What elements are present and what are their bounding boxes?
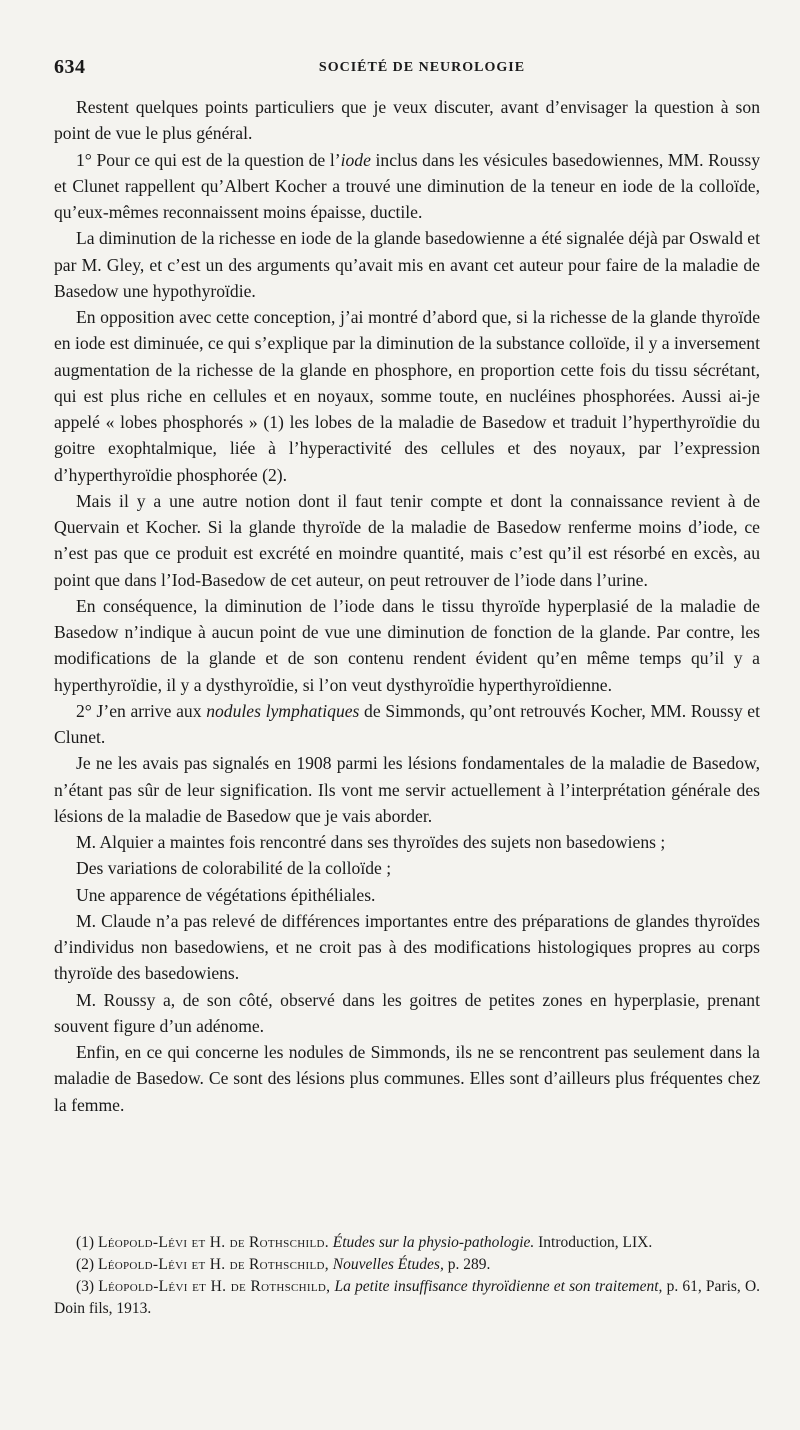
paragraph: 1° Pour ce qui est de la question de l’iode inclus dans les vésicules basedowiennes, MM. Roussy et Clunet rappellent qu’Albert Kocher a trouvé une diminution de la teneur en iode de la colloïde, qu’eux-mêmes reconnaissent moins épaisse, ductile.: [54, 149, 760, 222]
paragraph: Restent quelques points particuliers que je veux discuter, avant d’envisager la question à son point de vue le plus général.: [54, 97, 760, 144]
footnotes: [54, 1232, 760, 1320]
footnote-authors: Léopold-Lévi et H. de Rothschild,: [98, 1278, 331, 1295]
footnote: [54, 1232, 760, 1254]
footnote-authors: Léopold-Lévi et H. de Rothschild.: [97, 1234, 329, 1251]
footnote-rest: p. 61, Paris, O. Doin fils, 1913.: [54, 1278, 761, 1317]
paragraph: M. Alquier a maintes fois rencontré dans ses thyroïdes des sujets non basedowiens ;: [76, 832, 666, 852]
footnote-number: (3): [76, 1278, 95, 1295]
paragraph: Une apparence de végétations épithéliales.: [76, 884, 376, 905]
italic-term: nodules lymphatiques: [206, 700, 360, 721]
footnote: [54, 1276, 760, 1320]
footnote-title: Nouvelles Études,: [332, 1256, 444, 1273]
footnote-rest: Introduction, LIX.: [534, 1234, 653, 1251]
paragraph: Mais il y a une autre notion dont il faut tenir compte et dont la connaissance revient à de Quervain et Kocher. Si la glande thyroïde de la maladie de Basedow renferme moins d’iode, ce n’est pas que ce produit est excrété en moindre quantité, mais c’est qu’il est résorbé en excès, au point que dans l’Iod-Basedow de cet auteur, on peut retrouver de l’iode dans l’urine.: [54, 490, 760, 590]
footnote: [54, 1254, 760, 1276]
paragraph: Je ne les avais pas signalés en 1908 parmi les lésions fondamentales de la maladie de Basedow, n’étant pas sûr de leur signification. Ils vont me servir actuellement à l’interprétation générale des lésions de la maladie de Basedow que je vais aborder.: [54, 753, 760, 826]
paragraph: M. Roussy a, de son côté, observé dans les goitres de petites zones en hyperplasie, prenant souvent figure d’un adénome.: [54, 989, 760, 1036]
footnote-title: La petite insuffisance thyroïdienne et son traitement,: [334, 1278, 663, 1295]
footnote-title: Études sur la physio-pathologie.: [332, 1234, 535, 1251]
footnote-number: (2): [76, 1256, 95, 1273]
page-number: 634: [54, 56, 86, 78]
paragraph: En conséquence, la diminution de l’iode dans le tissu thyroïde hyperplasié de la maladie de Basedow n’indique à aucun point de vue une diminution de fonction de la glande. Par contre, les modifications de la glande et de son contenu rendent évident qu’en même temps qu’il y a hyperthyroïdie, il y a dysthyroïdie, si l’on veut dysthyroïdie hyperthyroïdienne.: [54, 595, 760, 695]
paragraph: M. Claude n’a pas relevé de différences importantes entre des préparations de glandes thyroïdes d’individus non basedowiens, et ne croit pas à des modifications histologiques propres au corps thyroïde des basedowiens.: [54, 910, 760, 984]
footnote-rest: p. 289.: [443, 1256, 491, 1273]
paragraph: Enfin, en ce qui concerne les nodules de Simmonds, ils ne se rencontrent pas seulement dans la maladie de Basedow. Ce sont des lésions plus communes. Elles sont d’ailleurs plus fréquentes chez la femme.: [54, 1042, 760, 1115]
running-title: SOCIÉTÉ DE NEUROLOGIE: [318, 60, 526, 75]
paragraph: En opposition avec cette conception, j’ai montré d’abord que, si la richesse de la glande thyroïde en iode est diminuée, ce qui s’explique par la diminution de la substance colloïde, il y a inversement augmentation de la richesse de la glande en phosphore, en proportion cette fois du tissu sécrétant, qui est plus riche en cellules et en noyaux, somme toute, en nucléines phosphorées. Aussi ai-je appelé « lobes phosphorés » (1) les lobes de la maladie de Basedow et traduit l’hyperthyroïdie du goitre exophtalmique, liée à l’hyperactivité des cellules et des noyaux, par l’expression d’hyperthyroïdie phosphorée (2).: [54, 307, 760, 485]
body-text: [54, 94, 760, 1118]
paragraph: 2° J’en arrive aux nodules lymphatiques de Simmonds, qu’ont retrouvés Kocher, MM. Roussy et Clunet.: [54, 700, 760, 747]
paragraph: Des variations de colorabilité de la colloïde ;: [76, 858, 392, 879]
footnote-number: (1): [76, 1234, 95, 1251]
paragraph: La diminution de la richesse en iode de la glande basedowienne a été signalée déjà par Oswald et par M. Gley, et c’est un des arguments qu’avait mis en avant cet auteur pour faire de la maladie de Basedow une hypothyroïdie.: [54, 228, 760, 301]
italic-term: iode: [340, 149, 371, 170]
footnote-authors: Léopold-Lévi et H. de Rothschild,: [97, 1256, 329, 1273]
page-header: [54, 56, 760, 80]
